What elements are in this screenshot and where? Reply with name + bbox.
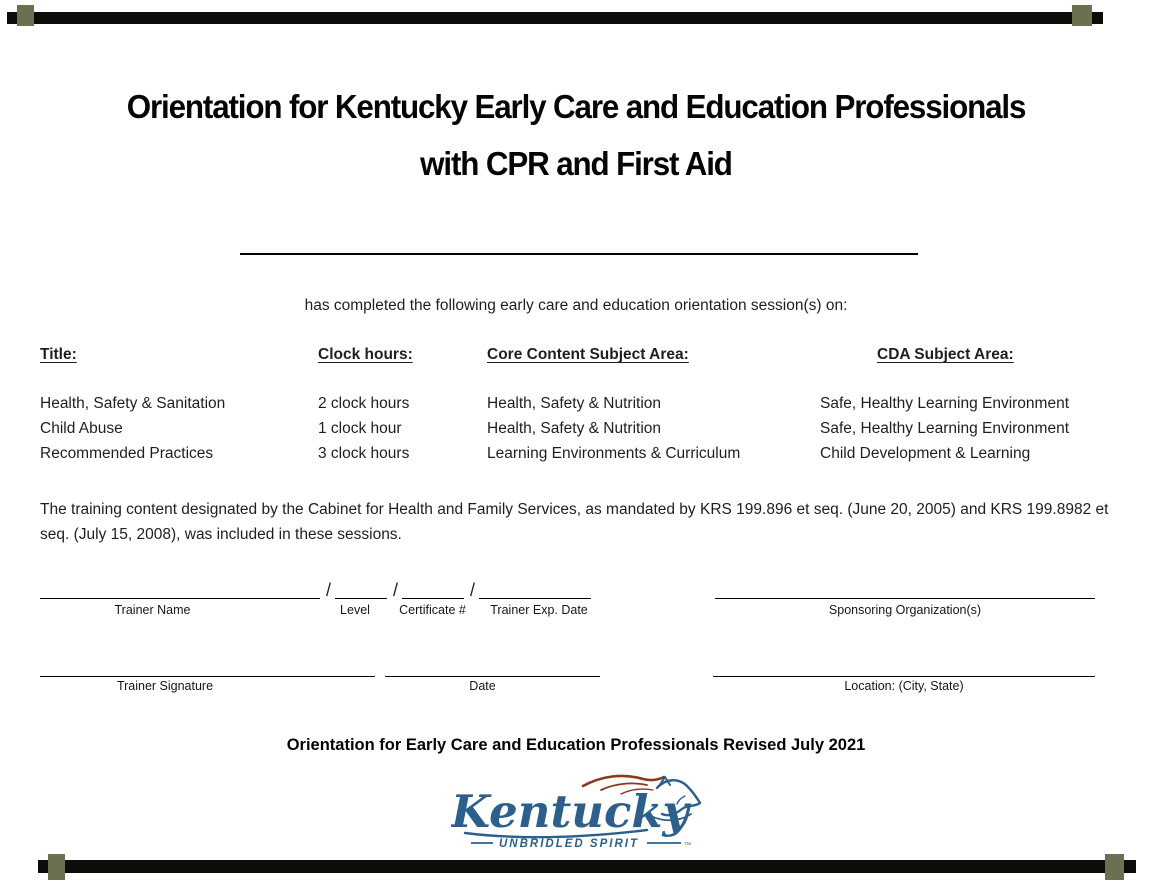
table-row — [40, 391, 1120, 416]
session-clock-hours: 3 clock hours — [318, 445, 410, 462]
top-border-bar — [7, 12, 1103, 24]
date-line[interactable] — [385, 660, 600, 677]
field-separator: / — [326, 580, 332, 600]
certificate-number-label: Certificate # — [399, 603, 466, 617]
session-core-content: Health, Safety & Nutrition — [487, 420, 662, 437]
certificate-title-line2: with CPR and First Aid — [420, 145, 732, 182]
sponsoring-organization-label: Sponsoring Organization(s) — [828, 603, 982, 617]
top-left-accent-square — [17, 5, 34, 26]
header-core-content: Core Content Subject Area: — [487, 346, 689, 363]
header-cda-subject: CDA Subject Area: — [877, 346, 1014, 363]
certificate-number-line[interactable] — [402, 576, 464, 599]
trainer-signature-line[interactable] — [40, 660, 375, 677]
kentucky-unbridled-spirit-logo — [451, 770, 703, 854]
session-title: Health, Safety & Sanitation — [40, 395, 226, 412]
session-cda-subject: Safe, Healthy Learning Environment — [820, 395, 1070, 412]
revision-note: Orientation for Early Care and Education Professionals Revised July 2021 — [286, 736, 866, 754]
session-title: Recommended Practices — [40, 445, 214, 462]
location-label: Location: (City, State) — [844, 679, 964, 693]
certificate-title-line1: Orientation for Kentucky Early Care and Education Professionals — [126, 88, 1026, 125]
participant-name-line[interactable] — [240, 232, 918, 255]
table-row — [40, 416, 1120, 441]
table-row — [40, 441, 1120, 466]
session-cda-subject: Child Development & Learning — [820, 445, 1031, 462]
sessions-table-body — [40, 391, 1120, 466]
session-core-content: Learning Environments & Curriculum — [487, 445, 741, 462]
certificate-title — [0, 78, 1152, 192]
trainer-exp-date-line[interactable] — [479, 576, 591, 599]
logo-tagline: UNBRIDLED SPIRIT — [499, 838, 639, 850]
header-clock-hours: Clock hours: — [318, 346, 413, 363]
level-label: Level — [340, 603, 370, 617]
trainer-exp-date-label: Trainer Exp. Date — [490, 603, 588, 617]
trainer-name-line[interactable] — [40, 576, 320, 599]
level-line[interactable] — [335, 576, 387, 599]
session-core-content: Health, Safety & Nutrition — [487, 395, 662, 412]
session-title: Child Abuse — [40, 420, 123, 437]
bottom-border-bar — [38, 860, 1136, 873]
field-separator: / — [393, 580, 399, 600]
sponsoring-organization-line[interactable] — [715, 576, 1095, 599]
top-right-accent-square — [1072, 5, 1092, 26]
session-cda-subject: Safe, Healthy Learning Environment — [820, 420, 1070, 437]
session-clock-hours: 2 clock hours — [318, 395, 410, 412]
field-separator: / — [470, 580, 476, 600]
bottom-right-accent-square — [1105, 854, 1124, 880]
trainer-name-label: Trainer Name — [114, 603, 191, 617]
session-clock-hours: 1 clock hour — [318, 420, 402, 437]
completion-statement: has completed the following early care and education orientation session(s) on: — [304, 297, 848, 314]
trainer-signature-label: Trainer Signature — [116, 679, 214, 693]
logo-trademark: ™ — [684, 842, 691, 849]
trainer-credentials-row — [40, 577, 1095, 599]
sessions-table-header — [40, 346, 1120, 364]
logo-wordmark: Kentucky — [451, 785, 689, 838]
legal-mandate-text: The training content designated by the Cabinet for Health and Family Services, as mandated by KRS 199.896 et seq. (June 20, 2005) and KRS 199.8982 et seq. (July 15, 2008), was included in these sessions. — [40, 501, 1109, 543]
date-label: Date — [469, 679, 496, 693]
bottom-left-accent-square — [48, 854, 65, 880]
header-title: Title: — [40, 346, 77, 363]
location-line[interactable] — [713, 660, 1095, 677]
